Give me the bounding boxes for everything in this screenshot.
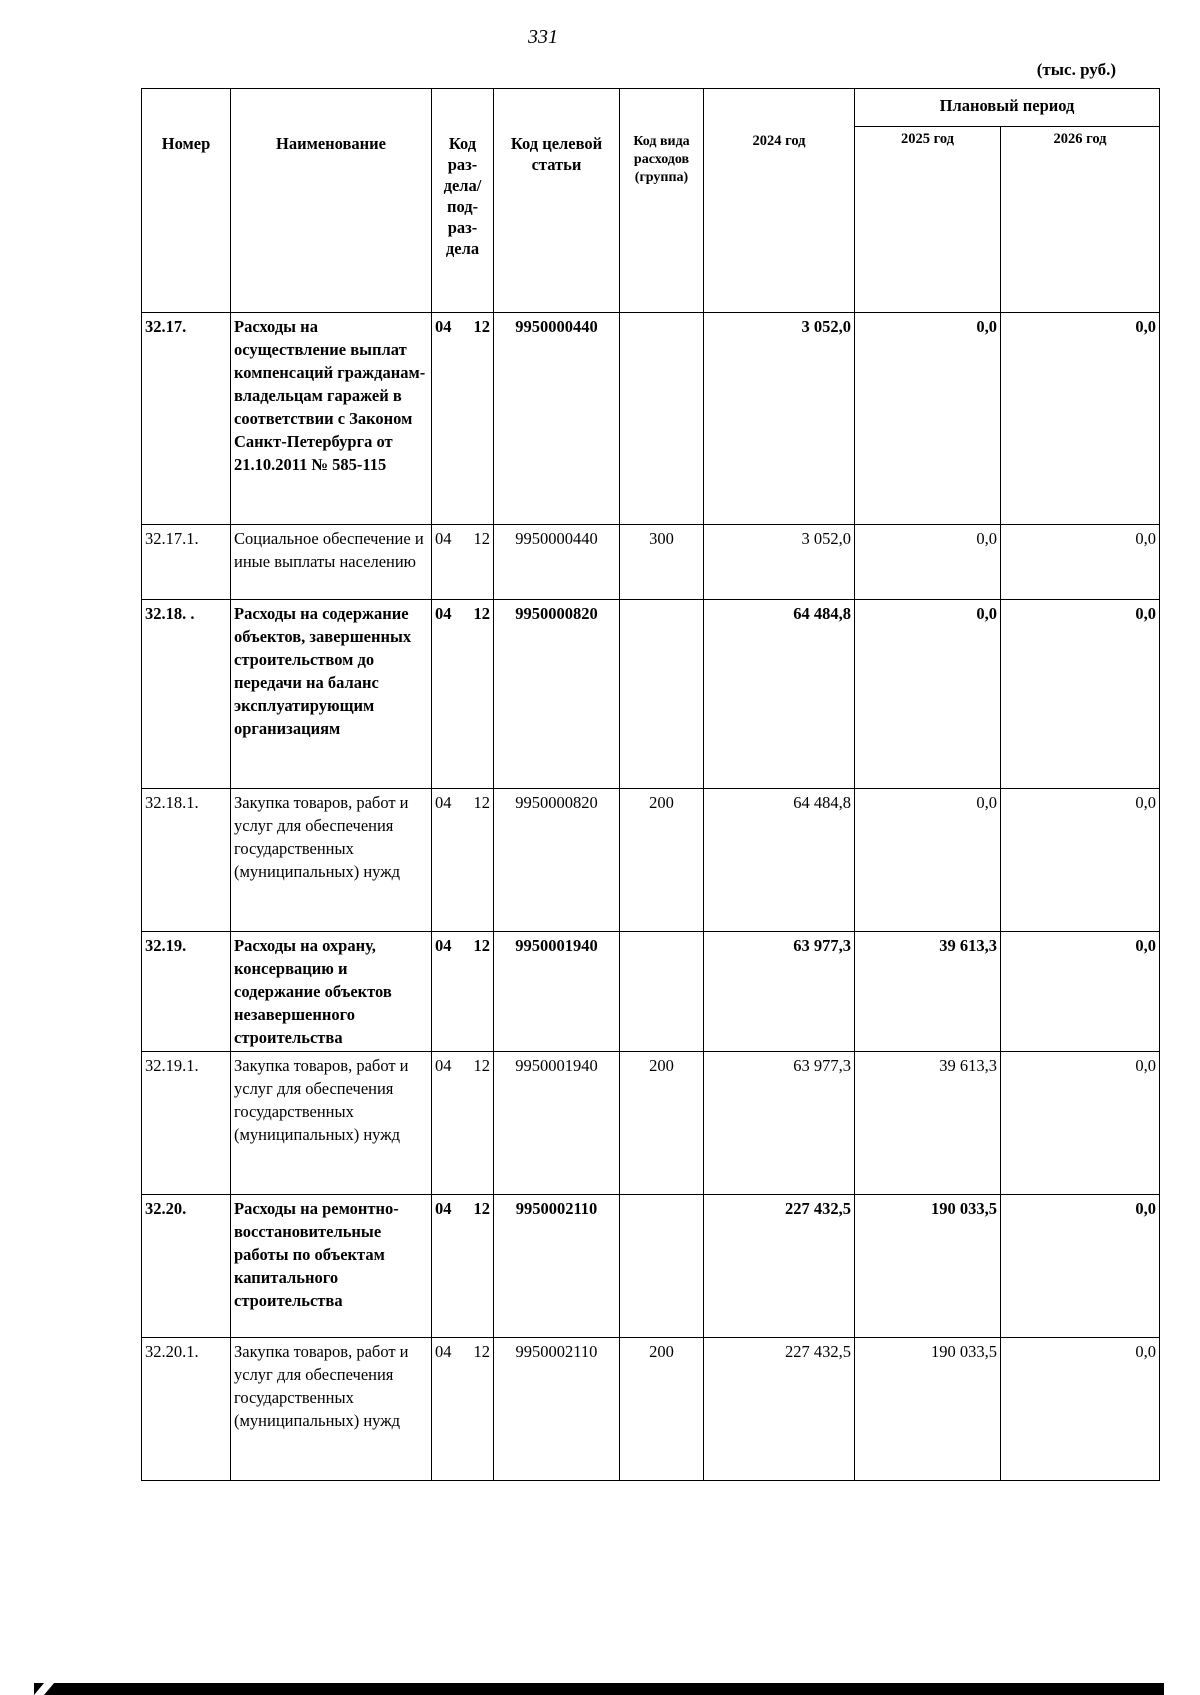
subsection-code: 12 xyxy=(473,1199,490,1218)
row-value-2025: 190 033,5 xyxy=(855,1195,1001,1338)
subsection-code: 12 xyxy=(473,1056,490,1075)
row-expense-type: 300 xyxy=(620,525,704,600)
row-name: Расходы на ремонтно-восстановительные работы по объектам капитального строительства xyxy=(231,1195,432,1338)
row-value-2026: 0,0 xyxy=(1001,789,1160,932)
header-year-2025: 2025 год xyxy=(855,127,1001,313)
header-name: Наименование xyxy=(231,89,432,313)
section-code: 04 xyxy=(435,1199,452,1218)
table-row xyxy=(142,1052,1160,1195)
row-expense-type: 200 xyxy=(620,1052,704,1195)
row-target-code: 9950000820 xyxy=(494,789,620,932)
table-row xyxy=(142,789,1160,932)
row-name: Расходы на содержание объектов, завершенных строительством до передачи на баланс эксплуатирующим организациям xyxy=(231,600,432,789)
row-number: 32.20. xyxy=(142,1195,231,1338)
row-number: 32.17.1. xyxy=(142,525,231,600)
row-name: Закупка товаров, работ и услуг для обеспечения государственных (муниципальных) нужд xyxy=(231,1052,432,1195)
row-target-code: 9950002110 xyxy=(494,1338,620,1481)
section-code: 04 xyxy=(435,1056,452,1075)
row-name: Социальное обеспечение и иные выплаты населению xyxy=(231,525,432,600)
row-number: 32.19.1. xyxy=(142,1052,231,1195)
scan-edge-bar xyxy=(34,1683,1164,1695)
row-expense-type: 200 xyxy=(620,789,704,932)
row-expense-type xyxy=(620,313,704,525)
page-number: 331 xyxy=(528,26,558,48)
row-value-2024: 227 432,5 xyxy=(704,1338,855,1481)
table-row xyxy=(142,1195,1160,1338)
row-value-2025: 0,0 xyxy=(855,789,1001,932)
row-name: Закупка товаров, работ и услуг для обеспечения государственных (муниципальных) нужд xyxy=(231,789,432,932)
row-expense-type xyxy=(620,600,704,789)
row-section-code xyxy=(432,932,494,1052)
budget-table xyxy=(141,88,1160,1481)
header-expense-type-code: Код вида расходов (группа) xyxy=(620,89,704,313)
subsection-code: 12 xyxy=(473,1342,490,1361)
row-number: 32.17. xyxy=(142,313,231,525)
row-value-2025: 0,0 xyxy=(855,600,1001,789)
row-target-code: 9950001940 xyxy=(494,1052,620,1195)
row-section-code xyxy=(432,789,494,932)
section-code: 04 xyxy=(435,604,452,623)
table-row xyxy=(142,600,1160,789)
header-year-2026: 2026 год xyxy=(1001,127,1160,313)
table-row xyxy=(142,313,1160,525)
row-section-code xyxy=(432,1195,494,1338)
row-target-code: 9950000820 xyxy=(494,600,620,789)
header-year-2024: 2024 год xyxy=(704,89,855,313)
row-value-2025: 39 613,3 xyxy=(855,1052,1001,1195)
table-row xyxy=(142,932,1160,1052)
row-number: 32.20.1. xyxy=(142,1338,231,1481)
row-value-2024: 63 977,3 xyxy=(704,932,855,1052)
row-value-2024: 227 432,5 xyxy=(704,1195,855,1338)
row-value-2025: 190 033,5 xyxy=(855,1338,1001,1481)
row-target-code: 9950002110 xyxy=(494,1195,620,1338)
section-code: 04 xyxy=(435,317,452,336)
subsection-code: 12 xyxy=(473,317,490,336)
row-value-2026: 0,0 xyxy=(1001,932,1160,1052)
header-number: Номер xyxy=(142,89,231,313)
row-value-2025: 0,0 xyxy=(855,313,1001,525)
row-value-2026: 0,0 xyxy=(1001,313,1160,525)
row-section-code xyxy=(432,1338,494,1481)
row-value-2026: 0,0 xyxy=(1001,600,1160,789)
row-expense-type xyxy=(620,932,704,1052)
row-name: Расходы на осуществление выплат компенсаций гражданам-владельцам гаражей в соответствии с Законом Санкт-Петербурга от 21.10.2011 № 585-115 xyxy=(231,313,432,525)
row-value-2026: 0,0 xyxy=(1001,525,1160,600)
section-code: 04 xyxy=(435,529,452,548)
section-code: 04 xyxy=(435,1342,452,1361)
unit-label: (тыс. руб.) xyxy=(1036,60,1116,79)
row-section-code xyxy=(432,600,494,789)
section-code: 04 xyxy=(435,793,452,812)
row-expense-type xyxy=(620,1195,704,1338)
row-section-code xyxy=(432,525,494,600)
row-target-code: 9950000440 xyxy=(494,525,620,600)
header-target-code: Код целевой статьи xyxy=(494,89,620,313)
row-target-code: 9950000440 xyxy=(494,313,620,525)
row-value-2024: 64 484,8 xyxy=(704,789,855,932)
subsection-code: 12 xyxy=(473,936,490,955)
row-value-2026: 0,0 xyxy=(1001,1195,1160,1338)
subsection-code: 12 xyxy=(473,529,490,548)
row-number: 32.19. xyxy=(142,932,231,1052)
row-number: 32.18. . xyxy=(142,600,231,789)
table-row xyxy=(142,1338,1160,1481)
row-number: 32.18.1. xyxy=(142,789,231,932)
row-value-2026: 0,0 xyxy=(1001,1338,1160,1481)
row-section-code xyxy=(432,1052,494,1195)
row-value-2026: 0,0 xyxy=(1001,1052,1160,1195)
row-section-code xyxy=(432,313,494,525)
subsection-code: 12 xyxy=(473,793,490,812)
subsection-code: 12 xyxy=(473,604,490,623)
section-code: 04 xyxy=(435,936,452,955)
row-expense-type: 200 xyxy=(620,1338,704,1481)
header-section-code: Код раз-дела/ под-раз-дела xyxy=(432,89,494,313)
row-value-2024: 63 977,3 xyxy=(704,1052,855,1195)
row-target-code: 9950001940 xyxy=(494,932,620,1052)
row-value-2024: 3 052,0 xyxy=(704,313,855,525)
header-planned-period: Плановый период xyxy=(855,89,1160,127)
row-name: Закупка товаров, работ и услуг для обеспечения государственных (муниципальных) нужд xyxy=(231,1338,432,1481)
row-value-2025: 39 613,3 xyxy=(855,932,1001,1052)
row-value-2025: 0,0 xyxy=(855,525,1001,600)
row-name: Расходы на охрану, консервацию и содержание объектов незавершенного строительства xyxy=(231,932,432,1052)
row-value-2024: 3 052,0 xyxy=(704,525,855,600)
table-row xyxy=(142,525,1160,600)
row-value-2024: 64 484,8 xyxy=(704,600,855,789)
